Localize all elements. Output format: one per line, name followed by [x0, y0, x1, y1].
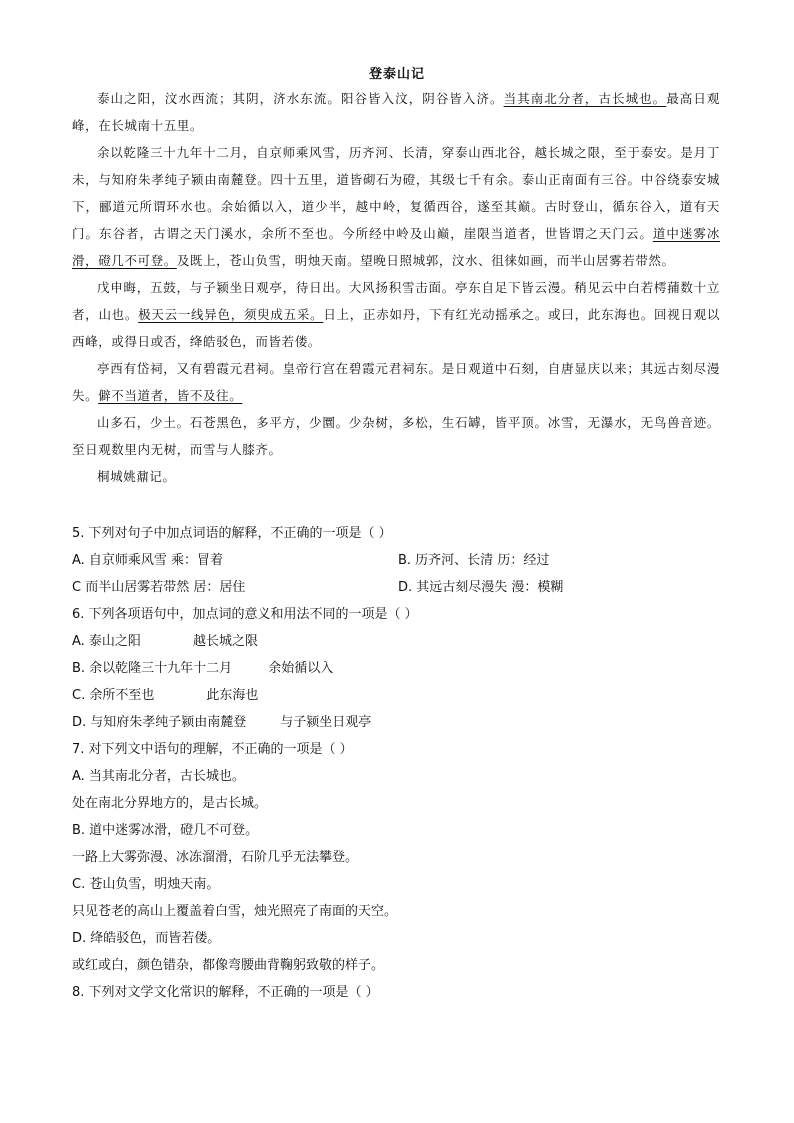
paragraph-signature: 桐城姚鼐记。 — [97, 469, 176, 484]
paragraph-3: 戊申晦，五鼓，与子颍坐日观亭，待日出。大风扬积雪击面。亭东自足下皆云漫。稍见云中白若樗蒱数十立者，山也。极天云一线异色，须臾成五采。日上，正赤如丹，下有红光动摇承之。或曰，此东海也。回视日观以西峰，或得日或否，绛皓驳色，而皆若偻。 — [72, 280, 720, 349]
underlined-sentence: 道中迷雾冰滑，磴几不可登。 — [72, 226, 720, 268]
question-5-options-row-2 — [72, 574, 720, 601]
passage-title: 登泰山记 — [368, 67, 425, 82]
option-c: C 而半山居雾若带然 居：居住 — [72, 580, 246, 595]
question-7-translation-c: 只见苍老的高山上覆盖着白雪，烛光照亮了南面的天空。 — [72, 904, 398, 919]
paragraph-2: 余以乾隆三十九年十二月，自京师乘风雪，历齐河、长清，穿泰山西北谷，越长城之限，至于泰安。是月丁未，与知府朱孝纯子颍由南麓登。四十五里，道皆砌石为磴，其级七千有余。泰山正南面有三谷。中谷绕泰安城下，郦道元所谓环水也。余始循以入，道少半，越中岭，复循西谷，遂至其巅。古时登山，循东谷入，道有天门。东谷者，古谓之天门溪水，余所不至也。今所经中岭及山巅，崖限当道者，世皆谓之天门云。道中迷雾冰滑，磴几不可登。及既上，苍山负雪，明烛天南。望晚日照城郭，汶水、徂徕如画，而半山居雾若带然。 — [72, 145, 720, 268]
question-7-option-d: D. 绛皓驳色，而皆若偻。 — [72, 931, 221, 946]
question-7-translation-a: 处在南北分界地方的，是古长城。 — [72, 796, 268, 811]
question-7-translation-d: 或红或白，颜色错杂，都像弯腰曲背鞠躬致敬的样子。 — [72, 958, 385, 973]
question-7-option-c: C. 苍山负雪，明烛天南。 — [72, 877, 220, 892]
passage-body — [72, 85, 720, 490]
question-7-option-b: B. 道中迷雾冰滑，磴几不可登。 — [72, 823, 259, 838]
question-6-option-a: A. 泰山之阳 越长城之限 — [72, 634, 258, 649]
question-6-option-c: C. 余所不至也 此东海也 — [72, 688, 259, 703]
underlined-sentence: 极天云一线异色，须臾成五采。 — [138, 307, 324, 322]
underlined-sentence: 当其南北分者，古长城也。 — [503, 91, 667, 106]
paragraph-4: 亭西有岱祠，又有碧霞元君祠。皇帝行宫在碧霞元君祠东。是日观道中石刻，自唐显庆以来；其远古刻尽漫失。僻不当道者，皆不及往。 — [72, 361, 720, 403]
question-7-stem: 7. 对下列文中语句的理解，不正确的一项是（ ） — [72, 742, 353, 757]
underlined-sentence: 僻不当道者，皆不及往。 — [98, 388, 243, 403]
question-5-options-row-1 — [72, 547, 720, 574]
question-6-option-d: D. 与知府朱孝纯子颍由南麓登 与子颍坐日观亭 — [72, 715, 372, 730]
paragraph-1: 泰山之阳，汶水西流；其阴，济水东流。阳谷皆入汶，阴谷皆入济。当其南北分者，古长城也。最高日观峰，在长城南十五里。 — [72, 91, 720, 133]
paragraph-5: 山多石，少土。石苍黑色，多平方，少圜。少杂树，多松，生石罅，皆平顶。冰雪，无瀑水，无鸟兽音迹。至日观数里内无树，而雪与人膝齐。 — [72, 415, 720, 457]
question-5-stem: 5. 下列对句子中加点词语的解释，不正确的一项是（ ） — [72, 526, 392, 541]
question-7-translation-b: 一路上大雾弥漫、冰冻溜滑，石阶几乎无法攀登。 — [72, 850, 359, 865]
option-a: A. 自京师乘风雪 乘：冒着 — [72, 553, 224, 568]
question-6-option-b: B. 余以乾隆三十九年十二月 余始循以入 — [72, 661, 334, 676]
question-8-stem: 8. 下列对文学文化常识的解释，不正确的一项是（ ） — [72, 985, 379, 1000]
option-b: B. 历齐河、长清 历：经过 — [398, 553, 550, 568]
question-6-stem: 6. 下列各项语句中，加点词的意义和用法不同的一项是（ ） — [72, 607, 418, 622]
option-d: D. 其远古刻尽漫失 漫：模糊 — [398, 580, 564, 595]
question-section — [72, 520, 720, 1006]
question-7-option-a: A. 当其南北分者，古长城也。 — [72, 769, 245, 784]
